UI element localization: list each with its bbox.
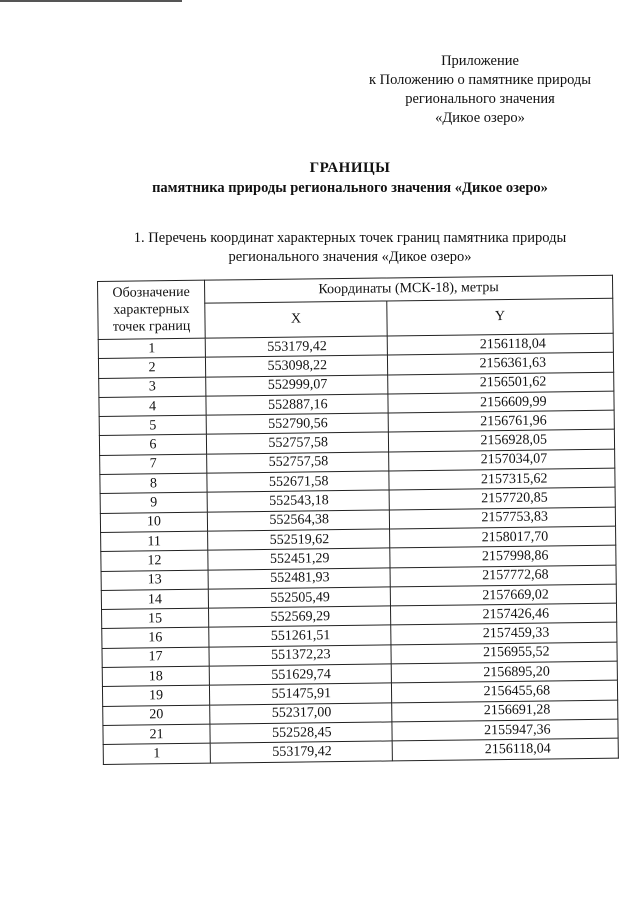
y-coordinate: 2156609,99 (388, 391, 614, 413)
x-coordinate: 552505,49 (208, 587, 390, 609)
x-coordinate: 552528,45 (210, 722, 392, 744)
x-coordinate: 552757,58 (207, 452, 389, 474)
x-coordinate: 552757,58 (206, 432, 388, 454)
y-coordinate: 2157998,86 (390, 545, 616, 567)
point-number: 21 (103, 724, 210, 745)
x-coordinate: 552887,16 (206, 394, 388, 416)
point-number: 3 (99, 377, 206, 398)
document-subtitle: памятника природы регионального значения «Дикое озеро» (152, 180, 548, 196)
y-coordinate: 2156118,04 (387, 333, 613, 355)
y-coordinate: 2156691,28 (392, 700, 618, 722)
point-number: 5 (99, 415, 206, 436)
header-designation-line-3: точек границ (112, 318, 191, 335)
y-coordinate: 2157034,07 (389, 449, 615, 471)
y-coordinate: 2156361,63 (387, 352, 613, 374)
x-coordinate: 552481,93 (208, 568, 390, 590)
x-coordinate: 553179,42 (210, 741, 392, 763)
y-coordinate: 2157720,85 (389, 488, 615, 510)
table-body (98, 333, 618, 764)
x-coordinate: 552671,58 (207, 471, 389, 493)
point-number: 18 (102, 666, 209, 687)
appendix-line-4: «Дикое озеро» (435, 110, 525, 126)
y-coordinate: 2156118,04 (392, 738, 618, 760)
header-point-designation (98, 280, 206, 339)
x-coordinate: 552999,07 (206, 375, 388, 397)
header-designation-line-2: характерных (113, 301, 190, 318)
point-number: 1 (103, 743, 210, 764)
x-coordinate: 552519,62 (208, 529, 390, 551)
point-number: 10 (100, 512, 207, 533)
point-number: 15 (102, 608, 209, 629)
x-coordinate: 552543,18 (207, 490, 389, 512)
header-y: Y (387, 298, 613, 336)
y-coordinate: 2157772,68 (390, 565, 616, 587)
x-coordinate: 551629,74 (209, 664, 391, 686)
header-designation-line-1: Обозначение (112, 284, 190, 301)
y-coordinate: 2158017,70 (390, 526, 616, 548)
point-number: 2 (98, 357, 205, 378)
point-number: 9 (100, 493, 207, 514)
point-number: 14 (101, 589, 208, 610)
y-coordinate: 2156955,52 (391, 642, 617, 664)
y-coordinate: 2155947,36 (392, 719, 618, 741)
x-coordinate: 552451,29 (208, 548, 390, 570)
x-coordinate: 552564,38 (207, 510, 389, 532)
header-coordinates: Координаты (МСК-18), метры (204, 275, 612, 303)
point-number: 20 (103, 705, 210, 726)
point-number: 13 (101, 570, 208, 591)
point-number: 16 (102, 628, 209, 649)
y-coordinate: 2156455,68 (391, 681, 617, 703)
y-coordinate: 2156928,05 (388, 430, 614, 452)
point-number: 8 (100, 473, 207, 494)
point-number: 4 (99, 396, 206, 417)
y-coordinate: 2156501,62 (388, 372, 614, 394)
point-number: 19 (102, 686, 209, 707)
point-number: 12 (101, 550, 208, 571)
point-number: 17 (102, 647, 209, 668)
y-coordinate: 2157669,02 (390, 584, 616, 606)
x-coordinate: 551475,91 (209, 683, 391, 705)
section-heading (0, 229, 640, 267)
x-coordinate: 552569,29 (209, 606, 391, 628)
y-coordinate: 2156895,20 (391, 661, 617, 683)
x-coordinate: 553098,22 (205, 355, 387, 377)
section-heading-line-2: регионального значения «Дикое озеро» (228, 249, 472, 265)
coordinates-table (97, 275, 619, 765)
appendix-line-1: Приложение (441, 53, 519, 69)
appendix-line-2: к Положению о памятнике природы (368, 72, 592, 88)
x-coordinate: 553179,42 (205, 336, 387, 358)
x-coordinate: 552790,56 (206, 413, 388, 435)
scan-edge-line (0, 0, 182, 2)
appendix-header (330, 52, 630, 128)
y-coordinate: 2157426,46 (390, 603, 616, 625)
point-number: 1 (98, 338, 205, 359)
point-number: 11 (101, 531, 208, 552)
x-coordinate: 551261,51 (209, 625, 391, 647)
y-coordinate: 2156761,96 (388, 410, 614, 432)
point-number: 7 (100, 454, 207, 475)
section-heading-line-1: 1. Перечень координат характерных точек границ памятника природы (133, 230, 567, 246)
appendix-line-3: регионального значения (405, 91, 555, 107)
y-coordinate: 2157459,33 (391, 623, 617, 645)
y-coordinate: 2157753,83 (389, 507, 615, 529)
y-coordinate: 2157315,62 (389, 468, 615, 490)
document-title: ГРАНИЦЫ (309, 160, 391, 176)
header-x: X (205, 301, 387, 338)
x-coordinate: 552317,00 (210, 703, 392, 725)
x-coordinate: 551372,23 (209, 645, 391, 667)
point-number: 6 (99, 435, 206, 456)
